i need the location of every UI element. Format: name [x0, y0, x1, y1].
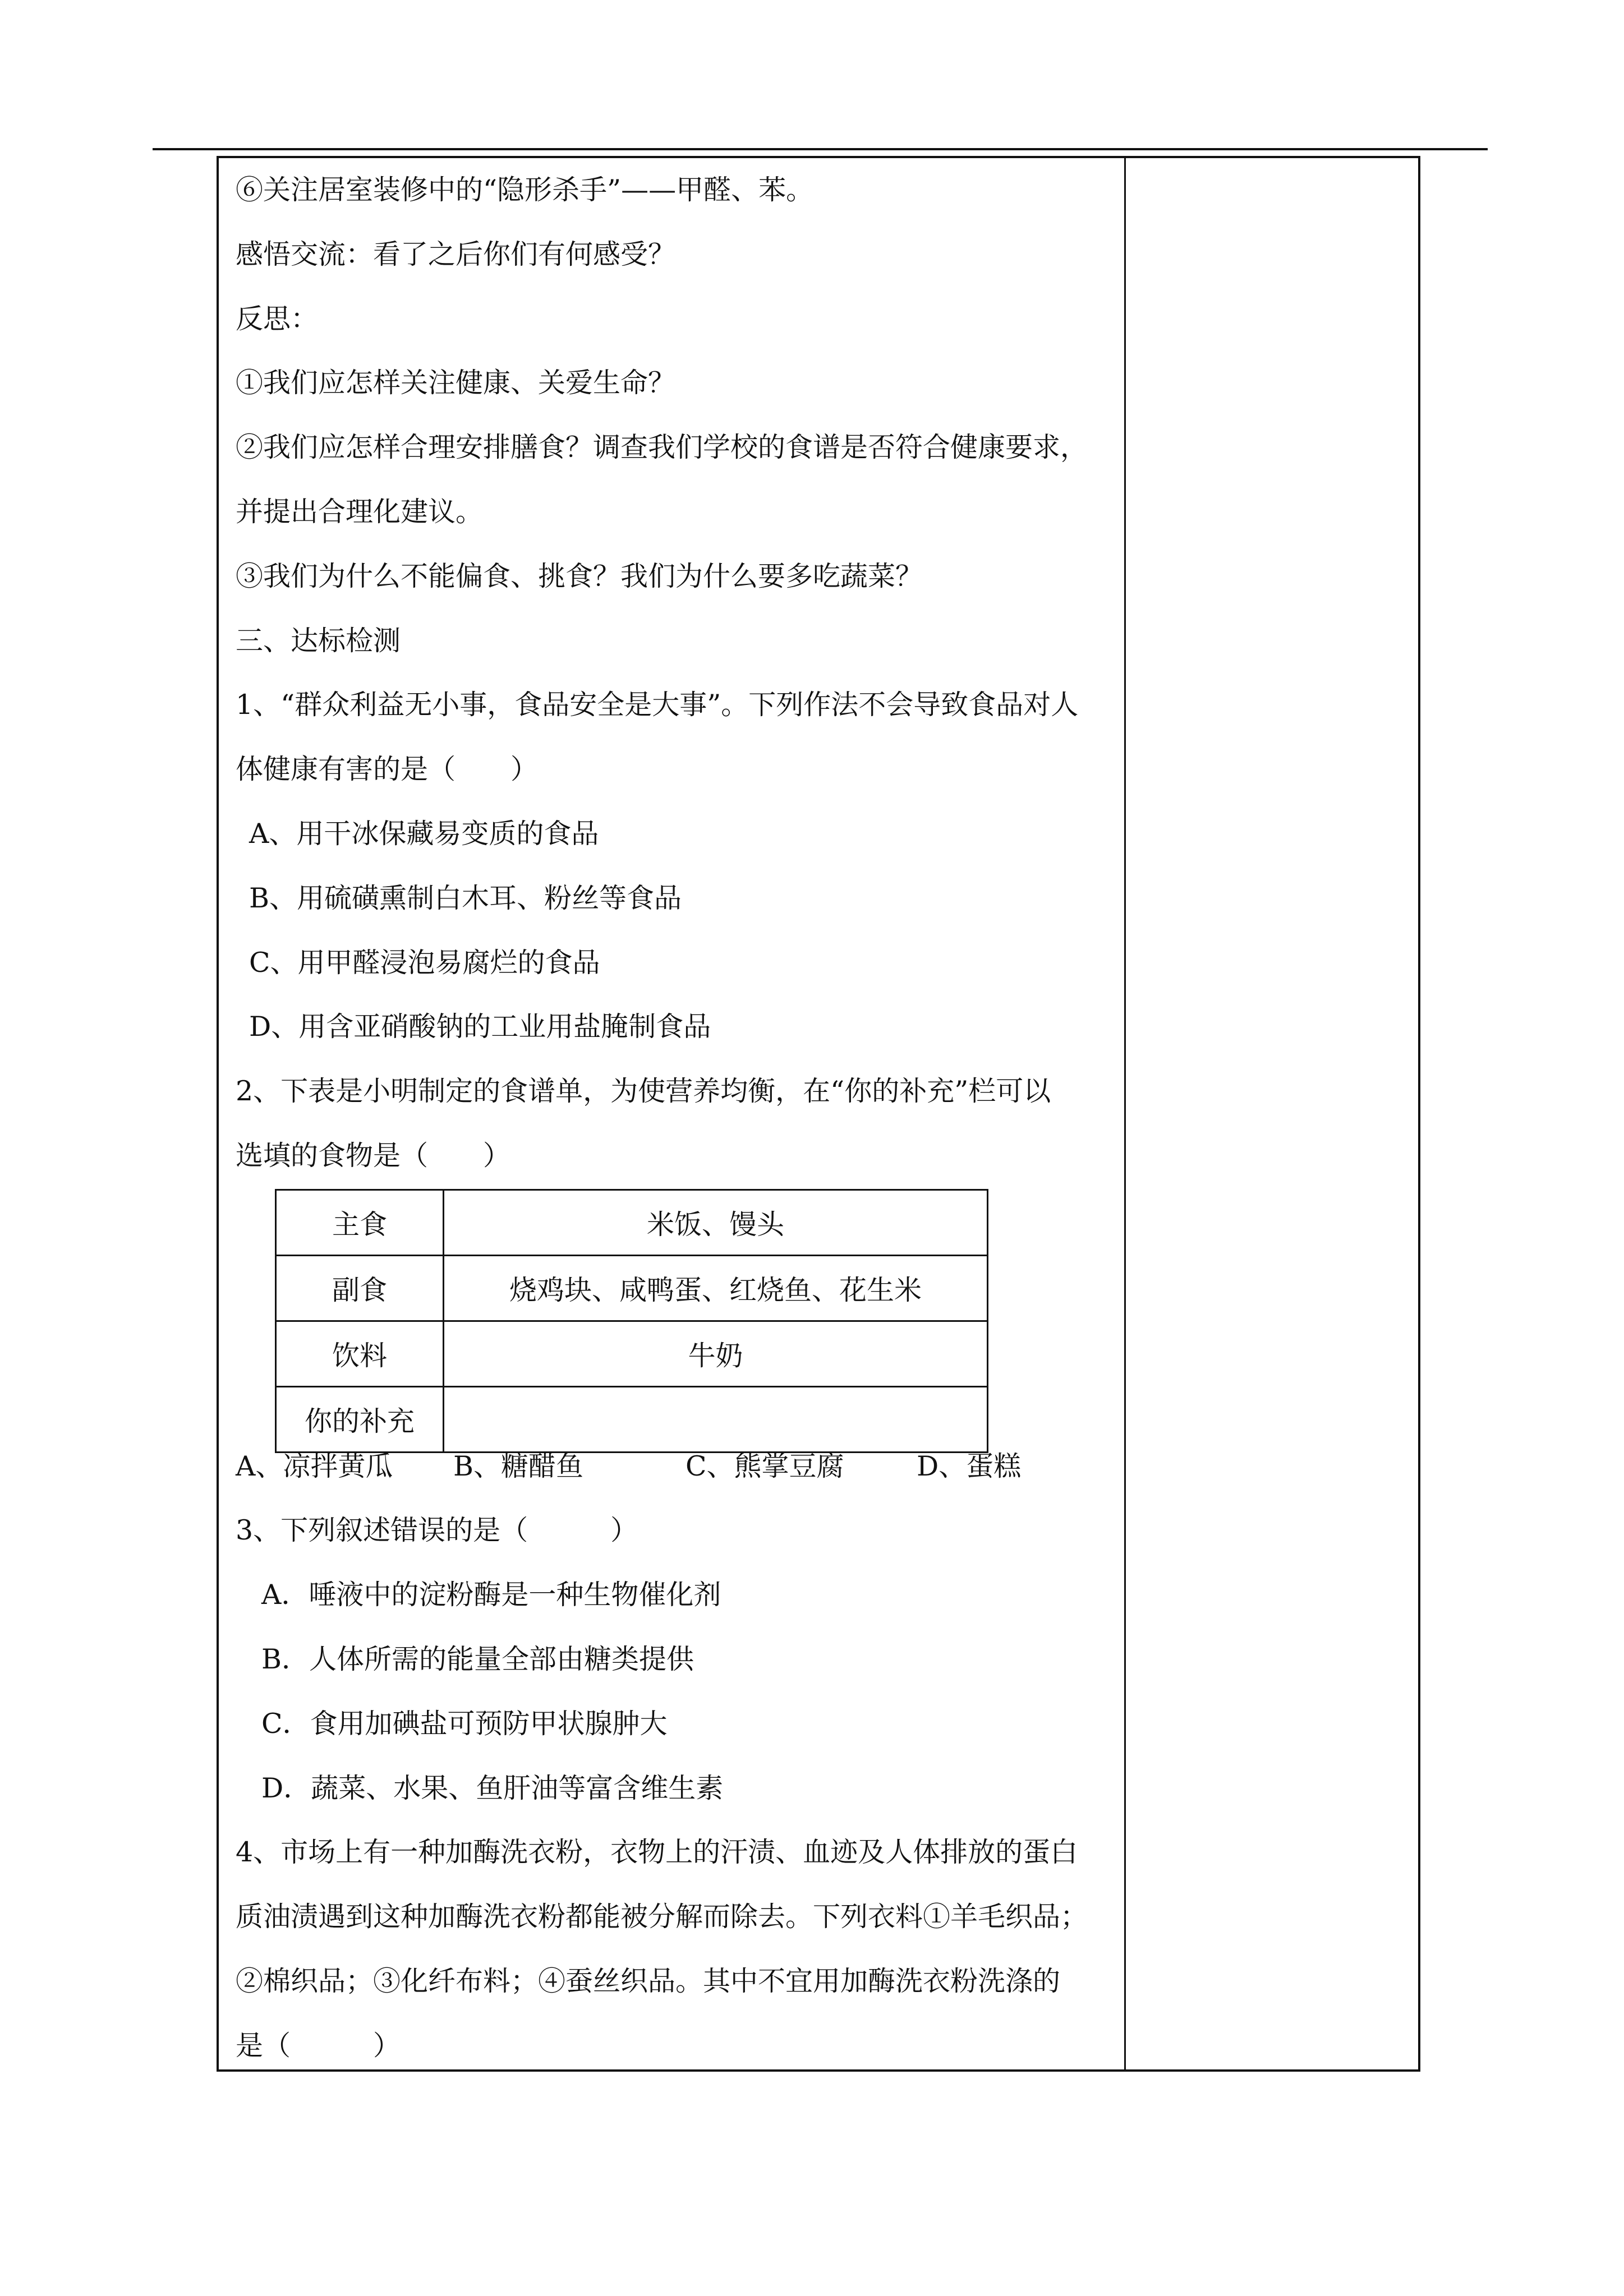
text-line: ③我们为什么不能偏食、挑食？我们为什么要多吃蔬菜？: [236, 560, 923, 592]
text-line: 感悟交流：看了之后你们有何感受？: [236, 238, 676, 270]
question-4-stem: 4、市场上有一种加酶洗衣粉，衣物上的汗渍、血迹及人体排放的蛋白: [236, 1836, 1078, 1868]
question-4-stem: ②棉织品；③化纤布料；④蚕丝织品。其中不宜用加酶洗衣粉洗涤的: [236, 1965, 1061, 1997]
question-3-option-c: C．食用加碘盐可预防甲状腺肿大: [261, 1708, 668, 1740]
text-line: 反思：: [236, 303, 319, 335]
question-2-option-d: D、蛋糕: [917, 1450, 1022, 1482]
question-1-option-b: B、用硫磺熏制白木耳、粉丝等食品: [249, 882, 682, 914]
text-line: ⑥关注居室装修中的“隐形杀手”——甲醛、苯。: [236, 174, 814, 206]
menu-label: 主食: [276, 1190, 444, 1256]
question-1-option-d: D、用含亚硝酸钠的工业用盐腌制食品: [249, 1011, 711, 1043]
content-table: [217, 156, 1420, 2072]
menu-value: 米饭、馒头: [444, 1190, 988, 1256]
question-4-stem: 是（ ）: [236, 2030, 401, 2062]
text-line: 并提出合理化建议。: [236, 496, 484, 528]
section-heading: 三、达标检测: [236, 625, 401, 657]
question-3-option-a: A．唾液中的淀粉酶是一种生物催化剂: [261, 1579, 721, 1611]
question-3-option-d: D．蔬菜、水果、鱼肝油等富含维生素: [261, 1772, 724, 1804]
question-2-option-b: B、糖醋鱼: [453, 1450, 584, 1482]
menu-value: [444, 1387, 988, 1453]
table-row: [276, 1387, 988, 1453]
header-rule: [153, 148, 1488, 150]
menu-value: 牛奶: [444, 1321, 988, 1387]
question-1-option-c: C、用甲醛浸泡易腐烂的食品: [249, 947, 600, 979]
question-2-options: [236, 1450, 1021, 1483]
question-1-stem: 体健康有害的是（ ）: [236, 753, 539, 785]
table-row: [276, 1190, 988, 1256]
question-2-option-c: C、熊掌豆腐: [686, 1450, 844, 1482]
menu-label: 你的补充: [276, 1387, 444, 1453]
menu-label: 副食: [276, 1256, 444, 1321]
question-2-option-a: A、凉拌黄瓜: [236, 1450, 393, 1482]
column-divider: [1124, 158, 1126, 2069]
text-line: ①我们应怎样关注健康、关爱生命？: [236, 367, 676, 399]
question-2-stem: 选填的食物是（ ）: [236, 1140, 511, 1172]
table-row: [276, 1321, 988, 1387]
question-4-stem: 质油渍遇到这种加酶洗衣粉都能被分解而除去。下列衣料①羊毛织品；: [236, 1901, 1088, 1933]
text-line: ②我们应怎样合理安排膳食？调查我们学校的食谱是否符合健康要求，: [236, 431, 1088, 463]
table-row: [276, 1256, 988, 1321]
question-3-option-b: B．人体所需的能量全部由糖类提供: [261, 1643, 694, 1675]
question-3-stem: 3、下列叙述错误的是（ ）: [236, 1514, 638, 1546]
menu-value: 烧鸡块、咸鸭蛋、红烧鱼、花生米: [444, 1256, 988, 1321]
menu-label: 饮料: [276, 1321, 444, 1387]
question-1-stem: 1、“群众利益无小事，食品安全是大事”。下列作法不会导致食品对人: [236, 689, 1079, 721]
menu-table: [275, 1189, 988, 1453]
question-1-option-a: A、用干冰保藏易变质的食品: [249, 818, 599, 850]
question-2-stem: 2、下表是小明制定的食谱单，为使营养均衡，在“你的补充”栏可以: [236, 1075, 1051, 1107]
